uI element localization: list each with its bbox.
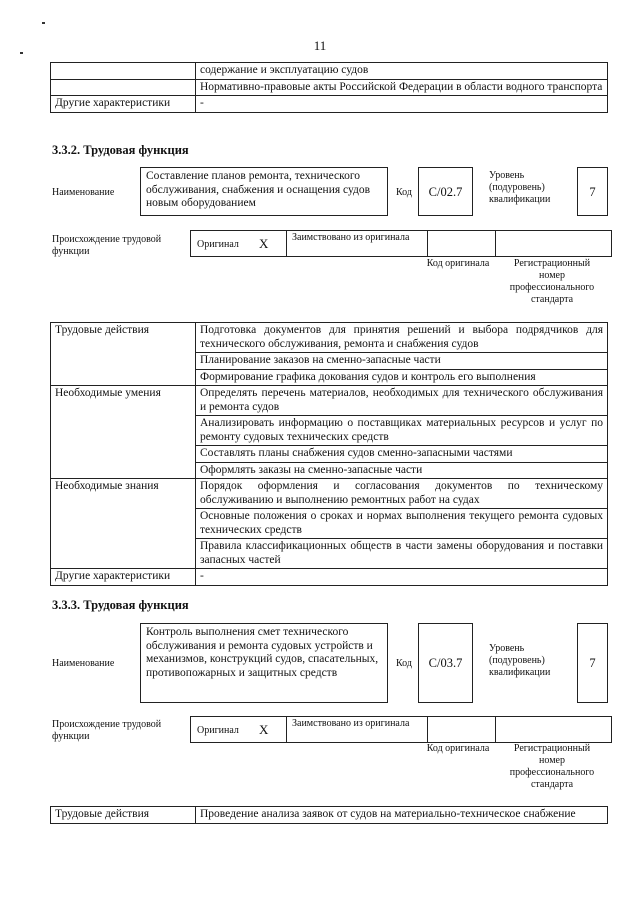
- table-row: [51, 79, 608, 96]
- page-number: 11: [313, 38, 327, 53]
- list-item: Оформлять заказы на сменно-запасные части: [196, 462, 608, 479]
- level-value: 7: [577, 167, 608, 216]
- list-item: Подготовка документов для принятия решений и выбора подрядчиков для технического обслуживания, ремонта и снабжения судов: [196, 323, 608, 353]
- original-mark: X: [259, 236, 269, 251]
- table-row: [51, 96, 608, 113]
- origin-label: Происхождение трудовой функции: [52, 719, 162, 742]
- borrowed-label: Заимствовано из оригинала: [292, 232, 410, 243]
- name-label: Наименование: [52, 187, 115, 198]
- list-item: Формирование графика докования судов и контроль его выполнения: [196, 369, 608, 386]
- list-item: Планирование заказов на сменно-запасные части: [196, 353, 608, 370]
- original-mark: X: [259, 722, 269, 737]
- top-table: [50, 62, 608, 113]
- reg-number-label: Регистрационный номер профессионального стандарта: [509, 743, 595, 790]
- function-name-box: Составление планов ремонта, технического обслуживания, снабжения и оснащения судов новым оборудованием: [140, 167, 388, 216]
- list-item: Порядок оформления и согласования документов по техническому обслуживанию и выполнению ремонтных работ на судах: [196, 479, 608, 509]
- list-item: Проведение анализа заявок от судов на материально-техническое снабжение: [196, 807, 608, 824]
- original-label: Оригинал: [197, 725, 239, 736]
- list-item: -: [196, 569, 608, 586]
- section-label: Необходимые знания: [51, 479, 196, 569]
- list-item: Анализировать информацию о поставщиках материальных ресурсов и услуг по ремонту судовых технических средств: [196, 416, 608, 446]
- list-item: Составлять планы снабжения судов сменно-запасными частями: [196, 446, 608, 463]
- name-label: Наименование: [52, 658, 115, 669]
- function-name-box: Контроль выполнения смет технического обслуживания и ремонта судовых устройств и механизмов, конструкций судов, спасательных, противопожарных и защитных средств: [140, 623, 388, 703]
- level-label: Уровень (подуровень) квалификации: [489, 170, 551, 205]
- code-label: Код: [396, 658, 412, 669]
- table-row: [51, 479, 608, 509]
- row-value: содержание и эксплуатацию судов: [196, 63, 608, 80]
- origin-box: [190, 230, 612, 257]
- level-value: 7: [577, 623, 608, 703]
- original-label: Оригинал: [197, 239, 239, 250]
- section-label: Трудовые действия: [51, 807, 196, 824]
- code-original-label: Код оригинала: [426, 743, 490, 754]
- reg-number-label: Регистрационный номер профессионального стандарта: [509, 258, 595, 305]
- table-row: [51, 323, 608, 353]
- level-label: Уровень (подуровень) квалификации: [489, 643, 551, 678]
- scan-speck: [42, 22, 45, 24]
- section-heading: 3.3.2. Трудовая функция: [52, 143, 189, 157]
- origin-label: Происхождение трудовой функции: [52, 234, 162, 257]
- row-value: Нормативно-правовые акты Российской Федерации в области водного транспорта: [196, 79, 608, 96]
- section-label: Другие характеристики: [51, 569, 196, 586]
- table-row: [51, 386, 608, 416]
- section-heading: 3.3.3. Трудовая функция: [52, 598, 189, 612]
- list-item: Основные положения о сроках и нормах выполнения текущего ремонта судовых технических средств: [196, 509, 608, 539]
- row-value: -: [196, 96, 608, 113]
- row-label: [51, 63, 196, 80]
- code-value: C/03.7: [418, 623, 473, 703]
- row-label: Другие характеристики: [51, 96, 196, 113]
- table-row: [51, 807, 608, 824]
- function-details-table: [50, 322, 608, 586]
- row-label: [51, 79, 196, 96]
- origin-box: [190, 716, 612, 743]
- borrowed-label: Заимствовано из оригинала: [292, 718, 410, 729]
- code-label: Код: [396, 187, 412, 198]
- list-item: Определять перечень материалов, необходимых для технического обслуживания и ремонта судов: [196, 386, 608, 416]
- section-label: Необходимые умения: [51, 386, 196, 479]
- code-original-label: Код оригинала: [426, 258, 490, 269]
- list-item: Правила классификационных обществ в части замены оборудования и поставки запасных частей: [196, 539, 608, 569]
- table-row: [51, 569, 608, 586]
- code-value: C/02.7: [418, 167, 473, 216]
- table-row: [51, 63, 608, 80]
- function-details-table: [50, 806, 608, 824]
- section-label: Трудовые действия: [51, 323, 196, 386]
